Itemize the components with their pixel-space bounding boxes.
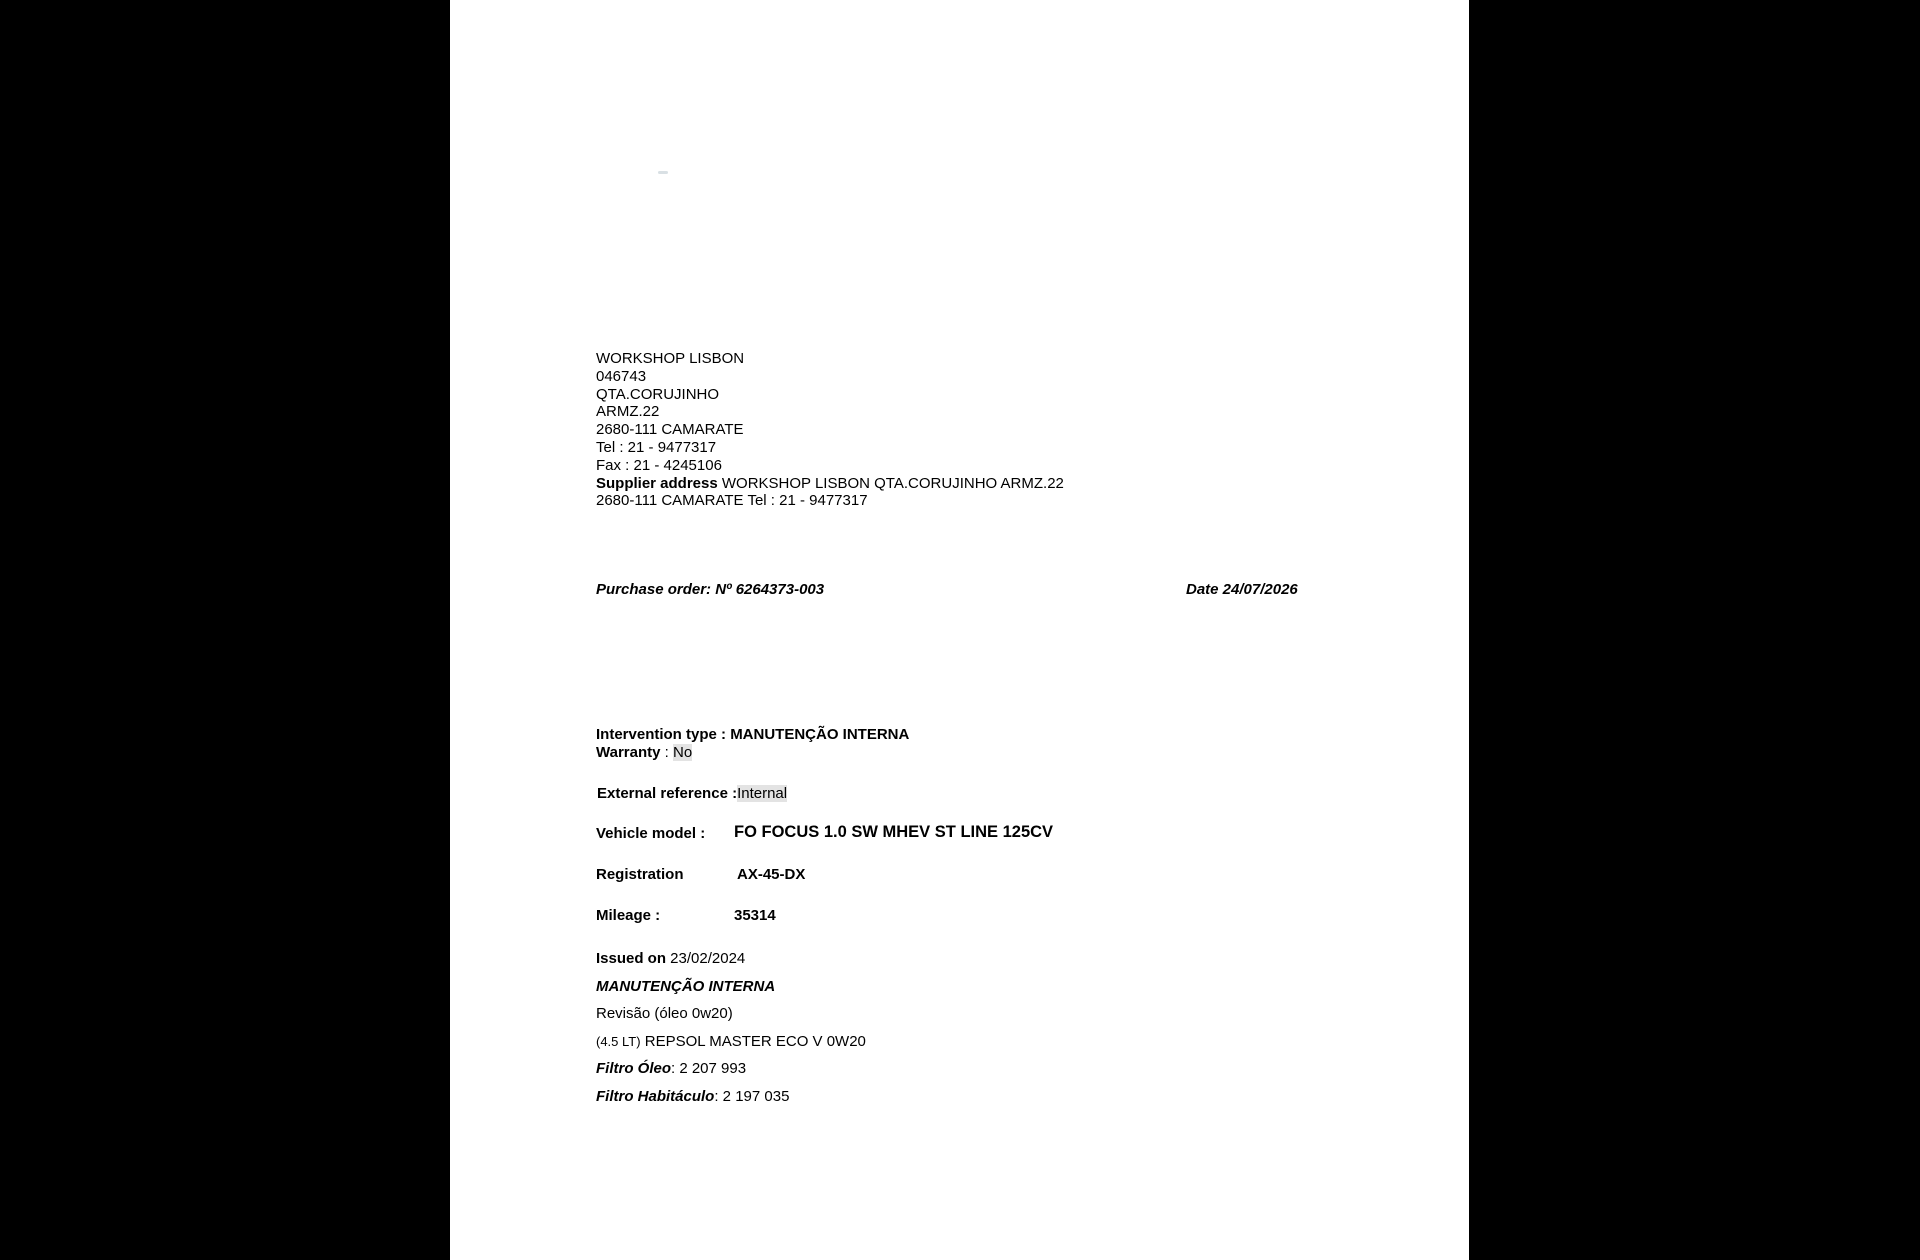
oil-filter-label: Filtro Óleo (596, 1060, 671, 1077)
external-reference-label: External reference : (597, 785, 738, 802)
supplier-address-value: WORKSHOP LISBON QTA.CORUJINHO ARMZ.22 (717, 474, 1064, 492)
purchase-order-number: Purchase order: Nº 6264373-003 (596, 581, 825, 598)
oil-filter-value: : 2 207 993 (671, 1060, 747, 1077)
mileage-value: 35314 (734, 907, 776, 924)
external-reference (597, 785, 787, 802)
cabin-filter-value: : 2 197 035 (714, 1088, 790, 1105)
supplier-warehouse: ARMZ.22 (596, 403, 660, 421)
issued-on (596, 950, 745, 967)
supplier-fax: Fax : 21 - 4245106 (596, 456, 722, 474)
supplier-tel: Tel : 21 - 9477317 (596, 438, 717, 456)
warranty (596, 744, 909, 762)
scan-speck (658, 171, 668, 174)
warranty-label: Warranty (596, 744, 661, 761)
supplier-address-line2: 2680-111 CAMARATE Tel : 21 - 9477317 (596, 492, 868, 510)
oil-filter-line (596, 1060, 746, 1077)
registration-value: AX-45-DX (737, 866, 806, 883)
order-date: Date 24/07/2026 (1186, 581, 1298, 598)
vehicle-model-label: Vehicle model : (596, 825, 706, 842)
intervention-type (596, 726, 909, 744)
maintenance-title: MANUTENÇÃO INTERNA (596, 978, 776, 995)
cabin-filter-label: Filtro Habitáculo (596, 1088, 715, 1105)
issued-on-value: 23/02/2024 (666, 950, 746, 967)
intervention-type-label: Intervention type : (596, 726, 731, 743)
oil-quantity: (4.5 LT) (596, 1034, 641, 1049)
vehicle-model-value: FO FOCUS 1.0 SW MHEV ST LINE 125CV (734, 823, 1054, 841)
supplier-address-line (596, 475, 1064, 493)
oil-name: REPSOL MASTER ECO V 0W20 (640, 1033, 866, 1050)
intervention-block (596, 726, 909, 762)
supplier-block (596, 350, 1064, 510)
warranty-value: No (672, 744, 693, 761)
warranty-separator: : (660, 744, 673, 761)
document-page (450, 0, 1469, 1260)
supplier-postal: 2680-111 CAMARATE (596, 421, 744, 439)
revision-line: Revisão (óleo 0w20) (596, 1005, 733, 1022)
mileage-label: Mileage : (596, 907, 661, 924)
supplier-code: 046743 (596, 367, 647, 385)
oil-line (596, 1033, 866, 1050)
cabin-filter-line (596, 1088, 789, 1105)
supplier-street: QTA.CORUJINHO (596, 385, 720, 403)
external-reference-value: Internal (737, 785, 788, 802)
supplier-address-label: Supplier address (596, 474, 718, 492)
registration-label: Registration (596, 866, 684, 883)
intervention-type-value: MANUTENÇÃO INTERNA (730, 726, 910, 743)
supplier-name: WORKSHOP LISBON (596, 350, 745, 367)
issued-on-label: Issued on (596, 950, 667, 967)
